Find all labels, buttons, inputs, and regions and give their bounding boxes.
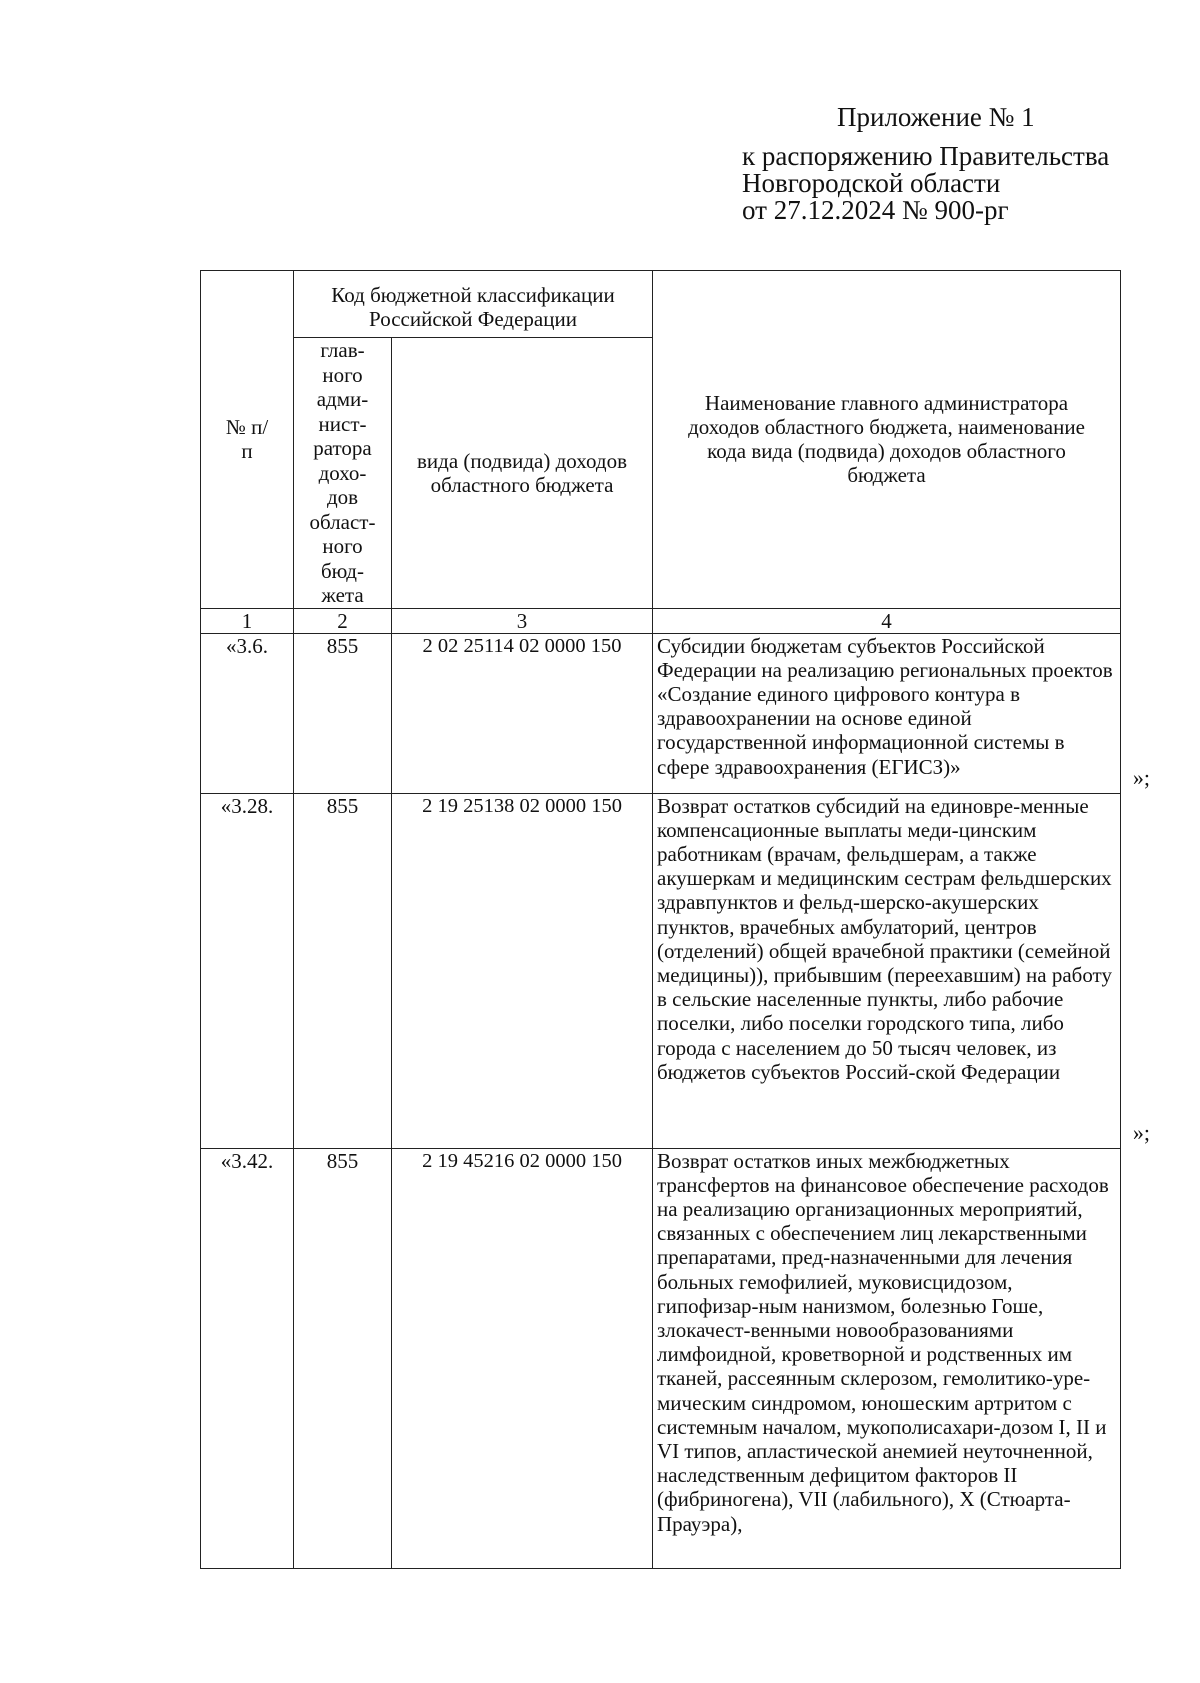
appendix-title: Приложение № 1: [837, 102, 1035, 132]
row-num: «3.28.: [201, 793, 294, 1148]
row-name: [653, 1148, 1121, 1568]
row-income-code: 2 19 45216 02 0000 150: [392, 1148, 653, 1568]
header-kind: вида (подвида) доходов областного бюджета: [392, 338, 653, 609]
col-number-1: 1: [201, 608, 294, 633]
header-code-group: Код бюджетной классификации Российской Федерации: [294, 271, 653, 338]
row-closing-quote: »;: [1132, 1120, 1150, 1146]
row-admin-code: 855: [294, 793, 392, 1148]
header-name: Наименование главного администратора доходов областного бюджета, наименование кода вида (подвида) доходов областного бюджета: [653, 271, 1121, 609]
row-num: «3.6.: [201, 633, 294, 793]
appendix-line-order: к распоряжению Правительства: [742, 141, 1110, 171]
appendix-header: [742, 104, 1109, 224]
row-admin-code: 855: [294, 633, 392, 793]
row-name: [653, 793, 1150, 1148]
col-number-2: 2: [294, 608, 392, 633]
table-row: [201, 633, 1121, 793]
row-name-text: Возврат остатков субсидий на единовре-менные компенсационные выплаты меди-цинским работникам (врачам, фельдшерам, а также акушеркам и медицинским сестрам фельдшерских здравпунктов и фельд-шерско-акушерских пунктов, врачебных амбулаторий, центров (отделений) общей врачебной практики (семейной медицины)), прибывшим (переехавшим) на работу в сельские населенные пункты, либо рабочие поселки, либо поселки городского типа, либо города с населением до 50 тысяч человек, из бюджетов субъектов Россий-ской Федерации: [657, 793, 1112, 1084]
table-row: [201, 1148, 1121, 1568]
col-number-4: 4: [653, 608, 1121, 633]
row-name: [653, 633, 1150, 793]
row-closing-quote: »;: [1132, 765, 1150, 791]
table-column-numbers: [201, 608, 1121, 633]
appendix-line-date: от 27.12.2024 № 900-рг: [742, 195, 1009, 225]
row-admin-code: 855: [294, 1148, 392, 1568]
row-num: «3.42.: [201, 1148, 294, 1568]
header-num: № п/п: [201, 271, 294, 609]
row-income-code: 2 19 25138 02 0000 150: [392, 793, 653, 1148]
row-name-text: Возврат остатков иных межбюджетных трансфертов на финансовое обеспечение расходов на реализацию организационных мероприятий, связанных с обеспечением лиц лекарственными препаратами, пред-назначенными для лечения больных гемофилией, муковисцидозом, гипофизар-ным нанизмом, болезнью Гоше, злокачест-венными новообразованиями лимфоидной, кроветворной и родственных им тканей, рассеянным склерозом, гемолитико-уре-мическим синдромом, юношеским артритом с системным началом, мукополисахари-дозом I, II и VI типов, апластической анемией неуточненной, наследственным дефицитом факторов II (фибриногена), VII (лабильного), X (Стюарта-Прауэра),: [657, 1148, 1109, 1536]
table-row: [201, 793, 1121, 1148]
row-income-code: 2 02 25114 02 0000 150: [392, 633, 653, 793]
appendix-line-region: Новгородской области: [742, 168, 1001, 198]
row-name-text: Субсидии бюджетам субъектов Российской Федерации на реализацию региональных проектов «Создание единого цифрового контура в здравоохранении на основе единой государственной информационной системы в сфере здравоохранения (ЕГИСЗ)»: [657, 633, 1113, 779]
header-admin: глав- ного адми- нист- ратора дохо- дов област- ного бюд- жета: [294, 338, 392, 609]
table-header-row-1: [201, 271, 1121, 338]
col-number-3: 3: [392, 608, 653, 633]
budget-classification-table: [200, 270, 1150, 1569]
